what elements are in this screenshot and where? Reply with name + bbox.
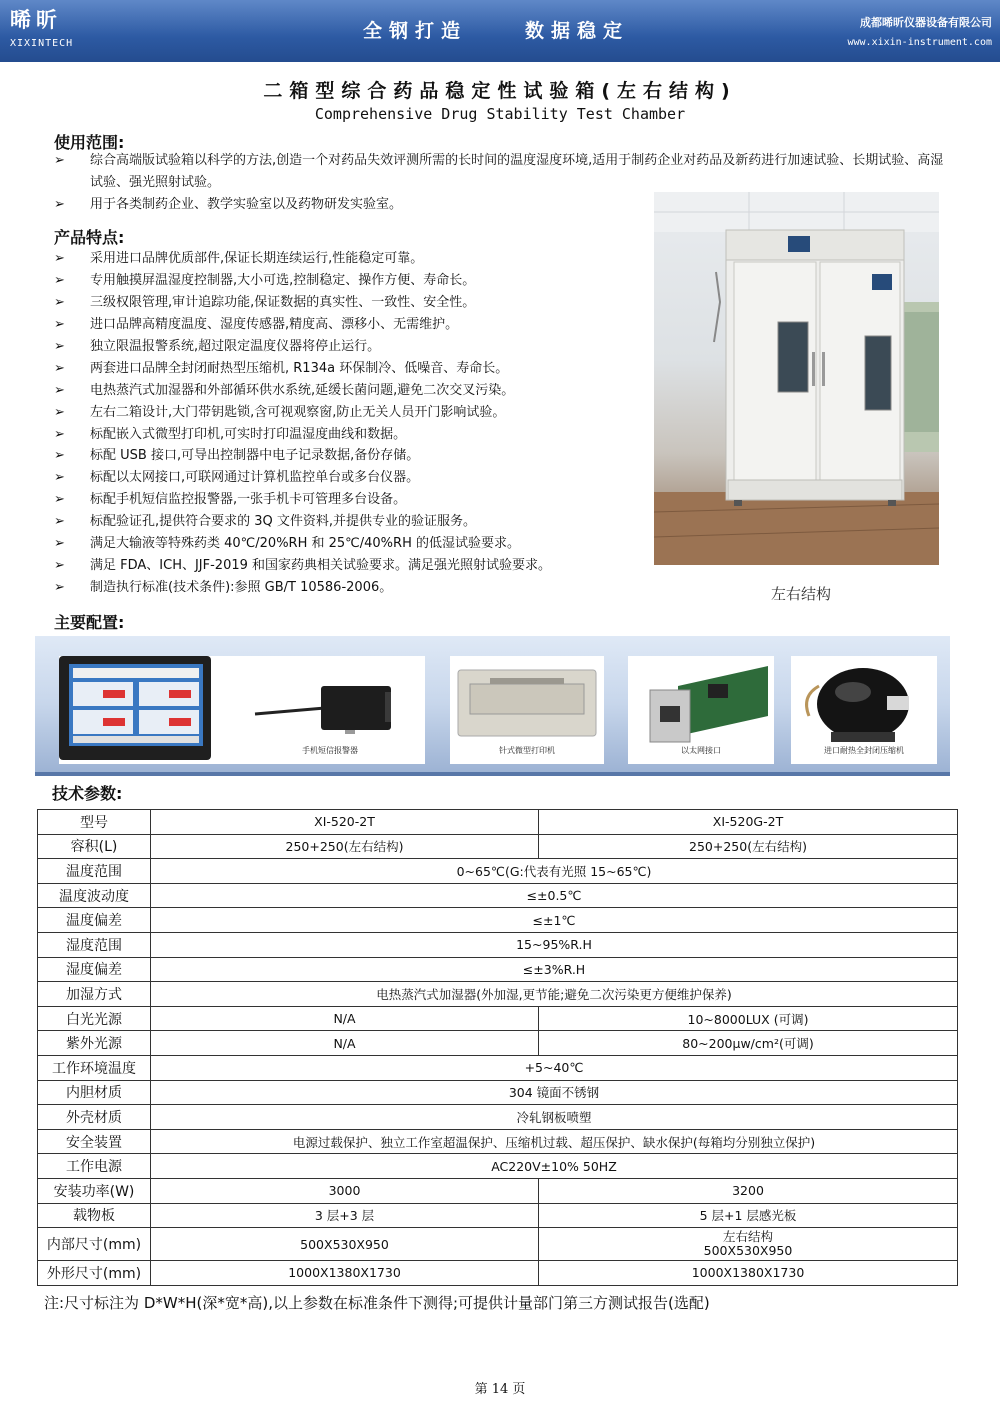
- table-row: [38, 1154, 958, 1179]
- spec-value: ≤±0.5℃: [151, 883, 958, 908]
- spec-table: [37, 809, 958, 1286]
- list-item: ➢ 标配 USB 接口,可导出控制器中电子记录数据,备份存储。: [54, 445, 634, 467]
- arrow-bullet-icon: ➢: [54, 153, 65, 168]
- spec-value: ≤±1℃: [151, 908, 958, 933]
- spec-value: 250+250(左右结构): [151, 834, 539, 859]
- list-item: ➢ 满足大输液等特殊药类 40℃/20%RH 和 25℃/40%RH 的低湿试验要求。: [54, 533, 634, 555]
- table-row: [38, 1261, 958, 1286]
- spec-value: AC220V±10% 50HZ: [151, 1154, 958, 1179]
- list-item: ➢ 两套进口品牌全封闭耐热型压缩机, R134a 环保制冷、低噪音、寿命长。: [54, 358, 634, 380]
- spec-label: 内胆材质: [38, 1080, 151, 1105]
- spec-value: 1000X1380X1730: [539, 1261, 958, 1286]
- list-item: ➢ 专用触摸屏温湿度控制器,大小可选,控制稳定、操作方便、寿命长。: [54, 270, 634, 292]
- spec-value: 3000: [151, 1178, 539, 1203]
- spec-label: 温度偏差: [38, 908, 151, 933]
- table-row: [38, 1203, 958, 1228]
- list-item: ➢ 标配嵌入式微型打印机,可实时打印温湿度曲线和数据。: [54, 424, 634, 446]
- page-number: 第 14 页: [474, 1382, 526, 1397]
- arrow-bullet-icon: ➢: [54, 580, 65, 596]
- spec-label: 湿度范围: [38, 932, 151, 957]
- spec-value: 0~65℃(G:代表有光照 15~65℃): [151, 859, 958, 884]
- list-item: ➢ 用于各类制药企业、教学实验室以及药物研发实验室。: [54, 194, 944, 216]
- chamber-illustration-icon: [654, 192, 939, 565]
- spec-value: +5~40℃: [151, 1055, 958, 1080]
- product-photo: [654, 192, 939, 565]
- list-item: ➢ 综合高端版试验箱以科学的方法,创造一个对药品失效评测所需的长时间的温度湿度环境,适用于制药企业对药品及新药进行加速试验、长期试验、高湿试验、强光照射试验。: [54, 150, 944, 194]
- list-item: ➢ 采用进口品牌优质部件,保证长期连续运行,性能稳定可靠。: [54, 248, 634, 270]
- features-list: [54, 248, 634, 599]
- photo-caption: 左右结构: [770, 585, 831, 603]
- config-heading: 主要配置:: [54, 613, 125, 632]
- config-banner: [35, 636, 950, 776]
- footnote: 注:尺寸标注为 D*W*H(深*宽*高),以上参数在标准条件下测得;可提供计量部门第三方测试报告(选配): [44, 1294, 710, 1312]
- slogan-steel: 全钢打造: [363, 20, 468, 42]
- config-label: 手机短信报警器: [302, 746, 358, 755]
- arrow-bullet-icon: ➢: [54, 492, 65, 508]
- spec-label: 温度波动度: [38, 883, 151, 908]
- spec-value: N/A: [151, 1031, 539, 1056]
- config-item-printer: [450, 656, 604, 764]
- table-row: [38, 1105, 958, 1130]
- table-row: [38, 957, 958, 982]
- table-row: [38, 883, 958, 908]
- spec-value: 电热蒸汽式加湿器(外加湿,更节能;避免二次污染更方便维护保养): [151, 982, 958, 1007]
- spec-value: 15~95%R.H: [151, 932, 958, 957]
- spec-value: 3 层+3 层: [151, 1203, 539, 1228]
- list-item: ➢ 满足 FDA、ICH、JJF-2019 和国家药典相关试验要求。满足强光照射试验要求。: [54, 555, 634, 577]
- company-website: www.xixin-instrument.com: [847, 37, 992, 48]
- spec-value: 10~8000LUX (可调): [539, 1006, 958, 1031]
- config-item-ethernet: [628, 656, 774, 764]
- list-item: ➢ 电热蒸汽式加湿器和外部循环供水系统,延缓长菌问题,避免二次交叉污染。: [54, 380, 634, 402]
- config-item-compressor: [791, 656, 937, 764]
- spec-value: 5 层+1 层感光板: [539, 1203, 958, 1228]
- spec-label: 外形尺寸(mm): [38, 1261, 151, 1286]
- spec-label: 白光光源: [38, 1006, 151, 1031]
- usage-heading: 使用范围:: [54, 133, 125, 152]
- spec-label: 加湿方式: [38, 982, 151, 1007]
- table-row: [38, 859, 958, 884]
- slogan-data: 数据稳定: [525, 20, 630, 42]
- arrow-bullet-icon: ➢: [54, 338, 65, 354]
- list-item: ➢ 进口品牌高精度温度、湿度传感器,精度高、漂移小、无需维护。: [54, 314, 634, 336]
- table-row: [38, 810, 958, 835]
- product-title-cn: 二箱型综合药品稳定性试验箱(左右结构): [263, 80, 737, 102]
- spec-label: 工作电源: [38, 1154, 151, 1179]
- features-heading: 产品特点:: [54, 228, 125, 247]
- list-item: ➢ 标配以太网接口,可联网通过计算机监控单台或多台仪器。: [54, 467, 634, 489]
- table-row: [38, 982, 958, 1007]
- spec-label: 工作环境温度: [38, 1055, 151, 1080]
- product-title-en: Comprehensive Drug Stability Test Chamber: [314, 105, 686, 123]
- arrow-bullet-icon: ➢: [54, 536, 65, 552]
- arrow-bullet-icon: ➢: [54, 382, 65, 398]
- table-row: [38, 932, 958, 957]
- list-item: ➢ 标配手机短信监控报警器,一张手机卡可管理多台设备。: [54, 489, 634, 511]
- spec-label: 载物板: [38, 1203, 151, 1228]
- table-row: [38, 1006, 958, 1031]
- arrow-bullet-icon: ➢: [54, 470, 65, 486]
- spec-label: 内部尺寸(mm): [38, 1228, 151, 1261]
- company-name: 成都晞昕仪器设备有限公司: [860, 16, 992, 29]
- spec-value: 左右结构 500X530X950: [539, 1228, 958, 1261]
- arrow-bullet-icon: ➢: [54, 251, 65, 266]
- spec-value: N/A: [151, 1006, 539, 1031]
- spec-value: 3200: [539, 1178, 958, 1203]
- arrow-bullet-icon: ➢: [54, 360, 65, 376]
- list-item: ➢ 标配验证孔,提供符合要求的 3Q 文件资料,并提供专业的验证服务。: [54, 511, 634, 533]
- spec-value: 250+250(左右结构): [539, 834, 958, 859]
- spec-value: 电源过载保护、独立工作室超温保护、压缩机过载、超压保护、缺水保护(每箱均分别独立保护): [151, 1129, 958, 1154]
- spec-label: 湿度偏差: [38, 957, 151, 982]
- config-label: 针式微型打印机: [499, 746, 555, 755]
- spec-label: 容积(L): [38, 834, 151, 859]
- touchscreen-controller-icon: [59, 656, 235, 764]
- arrow-bullet-icon: ➢: [54, 272, 65, 288]
- config-label: 以太网接口: [681, 746, 721, 755]
- arrow-bullet-icon: ➢: [54, 558, 65, 574]
- table-row: [38, 1055, 958, 1080]
- spec-label: 型号: [38, 810, 151, 835]
- spec-label: 紫外光源: [38, 1031, 151, 1056]
- list-item: ➢ 制造执行标准(技术条件):参照 GB/T 10586-2006。: [54, 577, 634, 599]
- arrow-bullet-icon: ➢: [54, 514, 65, 530]
- table-row: [38, 1178, 958, 1203]
- list-item: ➢ 独立限温报警系统,超过限定温度仪器将停止运行。: [54, 336, 634, 358]
- arrow-bullet-icon: ➢: [54, 426, 65, 442]
- brand-logo-en: XIXINTECH: [10, 38, 74, 49]
- spec-value: XI-520-2T: [151, 810, 539, 835]
- arrow-bullet-icon: ➢: [54, 316, 65, 332]
- arrow-bullet-icon: ➢: [54, 294, 65, 310]
- list-item: ➢ 左右二箱设计,大门带钥匙锁,含可视观察窗,防止无关人员开门影响试验。: [54, 402, 634, 424]
- arrow-bullet-icon: ➢: [54, 448, 65, 464]
- brand-logo-text: 晞昕: [10, 8, 62, 32]
- tech-heading: 技术参数:: [52, 784, 123, 803]
- arrow-bullet-icon: ➢: [54, 197, 65, 212]
- table-row: [38, 1129, 958, 1154]
- spec-label: 安装功率(W): [38, 1178, 151, 1203]
- arrow-bullet-icon: ➢: [54, 404, 65, 420]
- config-label: 进口耐热全封闭压缩机: [824, 746, 904, 755]
- table-row: [38, 1031, 958, 1056]
- spec-value: 冷轧钢板喷塑: [151, 1105, 958, 1130]
- spec-label: 温度范围: [38, 859, 151, 884]
- table-row: [38, 1080, 958, 1105]
- table-row: [38, 908, 958, 933]
- spec-value: 80~200μw/cm²(可调): [539, 1031, 958, 1056]
- list-item: ➢ 三级权限管理,审计追踪功能,保证数据的真实性、一致性、安全性。: [54, 292, 634, 314]
- spec-value: 304 镜面不锈钢: [151, 1080, 958, 1105]
- config-item-sms-alarm: [235, 656, 425, 764]
- spec-value: 500X530X950: [151, 1228, 539, 1261]
- spec-value: 1000X1380X1730: [151, 1261, 539, 1286]
- spec-value: ≤±3%R.H: [151, 957, 958, 982]
- config-item-controller: [59, 656, 235, 764]
- spec-label: 安全装置: [38, 1129, 151, 1154]
- table-row: [38, 1228, 958, 1261]
- spec-label: 外壳材质: [38, 1105, 151, 1130]
- spec-value: XI-520G-2T: [539, 810, 958, 835]
- table-row: [38, 834, 958, 859]
- page-header: [0, 0, 1000, 62]
